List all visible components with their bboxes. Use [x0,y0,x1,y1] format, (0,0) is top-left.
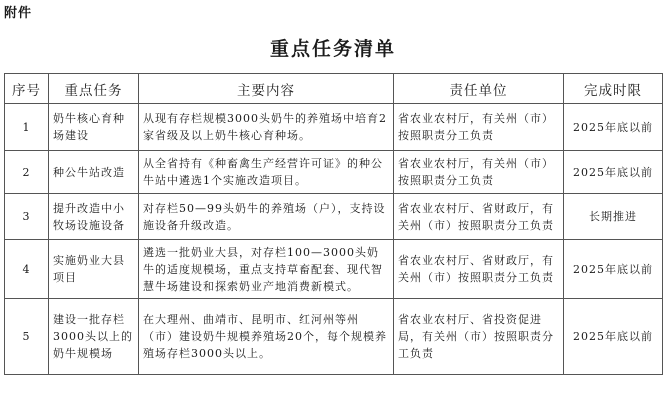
row-task: 建设一批存栏3000头以上的奶牛规模场 [49,299,139,375]
header-no: 序号 [5,74,49,104]
table-row [5,299,663,375]
row-no: 5 [5,299,49,375]
row-content: 在大理州、曲靖市、昆明市、红河州等州（市）建设奶牛规模养殖场20个，每个规模养殖场存栏3000头以上。 [139,299,394,375]
task-table [4,73,663,375]
row-unit: 省农业农村厅，有关州（市）按照职责分工负责 [394,151,564,194]
table-header-row [5,74,663,104]
row-no: 4 [5,240,49,299]
row-deadline: 2025年底以前 [564,151,663,194]
row-unit: 省农业农村厅、省财政厅，有关州（市）按照职责分工负责 [394,240,564,299]
row-task: 种公牛站改造 [49,151,139,194]
row-no: 1 [5,104,49,151]
row-content: 遴选一批奶业大县，对存栏100—3000头奶牛的适度规模场，重点支持草畜配套、现代智慧牛场建设和探索奶业产地消费新模式。 [139,240,394,299]
row-task: 奶牛核心育种场建设 [49,104,139,151]
row-deadline: 长期推进 [564,194,663,240]
row-task: 实施奶业大县项目 [49,240,139,299]
header-content: 主要内容 [139,74,394,104]
table-row [5,104,663,151]
table-row [5,240,663,299]
header-unit: 责任单位 [394,74,564,104]
row-unit: 省农业农村厅、省投资促进局，有关州（市）按照职责分工负责 [394,299,564,375]
row-unit: 省农业农村厅、省财政厅，有关州（市）按照职责分工负责 [394,194,564,240]
row-unit: 省农业农村厅，有关州（市）按照职责分工负责 [394,104,564,151]
row-deadline: 2025年底以前 [564,240,663,299]
header-deadline: 完成时限 [564,74,663,104]
row-no: 3 [5,194,49,240]
row-no: 2 [5,151,49,194]
row-task: 提升改造中小牧场设施设备 [49,194,139,240]
row-content: 对存栏50—99头奶牛的养殖场（户），支持设施设备升级改造。 [139,194,394,240]
table-row [5,194,663,240]
header-task: 重点任务 [49,74,139,104]
attachment-label: 附件 [4,6,33,21]
row-content: 从全省持有《种畜禽生产经营许可证》的种公牛站中遴选1个实施改造项目。 [139,151,394,194]
table-row [5,151,663,194]
row-deadline: 2025年底以前 [564,299,663,375]
row-deadline: 2025年底以前 [564,104,663,151]
page-title: 重点任务清单 [269,38,396,60]
row-content: 从现有存栏规模3000头奶牛的养殖场中培育2家省级及以上奶牛核心育种场。 [139,104,394,151]
